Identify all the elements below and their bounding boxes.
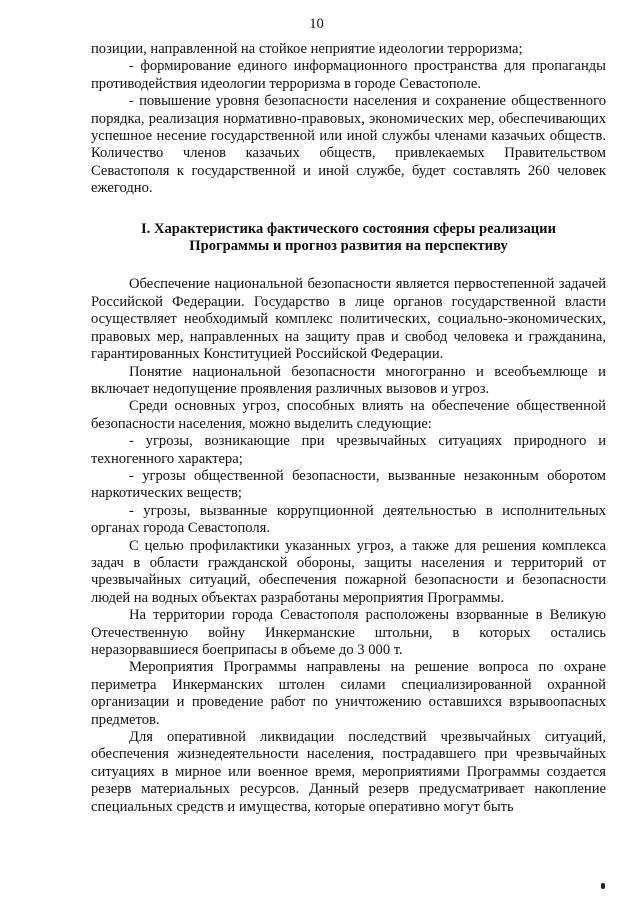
paragraph: Обеспечение национальной безопасности является первостепенной задачей Российской Федерации. Государство в лице органов государственной власти осуществляет необходимый комплекс политических, социально-экономических, правовых мер, направленных на защиту прав и свобод человека и гражданина, гарантированных Конституцией Российской Федерации. [91,276,606,363]
section-heading-line: Программы и прогноз развития на перспективу [189,238,508,255]
scan-mark [601,883,605,889]
page-number: 10 [309,16,324,32]
paragraph: позиции, направленной на стойкое неприятие идеологии терроризма; [91,41,523,57]
paragraph: - формирование единого информационного пространства для пропаганды противодействия идеологии терроризма в городе Севастополе. [91,58,606,92]
paragraph: Для оперативной ликвидации последствий чрезвычайных ситуаций, обеспечения жизнедеятельности населения, пострадавшего при чрезвычайных ситуациях в мирное или военное время, мероприятиями Программы создается резерв материальных ресурсов. Данный резерв предусматривает накопление специальных средств и имущества, которые оперативно могут быть [91,729,606,815]
list-item: - угрозы, возникающие при чрезвычайных ситуациях природного и техногенного характера; [91,433,606,467]
list-item: - угрозы общественной безопасности, вызванные незаконным оборотом наркотических веществ; [91,467,606,502]
paragraph: - повышение уровня безопасности населения и сохранение общественного порядка, реализация нормативно-правовых, экономических мер, обеспечивающих успешное несение государственной или иной службы членами казачьих обществ. Количество членов казачьих обществ, привлекаемых Правительством Севастополя к государственной и иной службе, будет составлять 260 человек ежегодно. [91,93,606,197]
paragraph: Понятие национальной безопасности многогранно и всеобъемлюще и включает недопущение проявления различных вызовов и угроз. [91,363,606,397]
paragraph: Мероприятия Программы направлены на решение вопроса по охране периметра Инкерманских штолен силами специализированной охранной организации и проведение работ по уничтожению оставшихся взрывоопасных предметов. [91,659,606,728]
section-heading [91,221,606,256]
paragraph: С целью профилактики указанных угроз, а также для решения комплекса задач в области гражданской обороны, защиты населения и территорий от чрезвычайных ситуаций, обеспечения пожарной безопасности и безопасности людей на водных объектах разработаны мероприятия Программы. [91,537,606,606]
section-heading-line: I. Характеристика фактического состояния сферы реализации [141,220,556,237]
list-item: - угрозы, вызванные коррупционной деятельностью в исполнительных органах города Севастополя. [91,502,606,537]
document-body [91,41,606,816]
paragraph: Среди основных угроз, способных влиять на обеспечение общественной безопасности населения, можно выделить следующие: [91,398,606,432]
paragraph: На территории города Севастополя расположены взорванные в Великую Отечественную войну Инкерманские штольни, в которых остались неразорвавшиеся боеприпасы в объеме до 3 000 т. [91,607,606,658]
